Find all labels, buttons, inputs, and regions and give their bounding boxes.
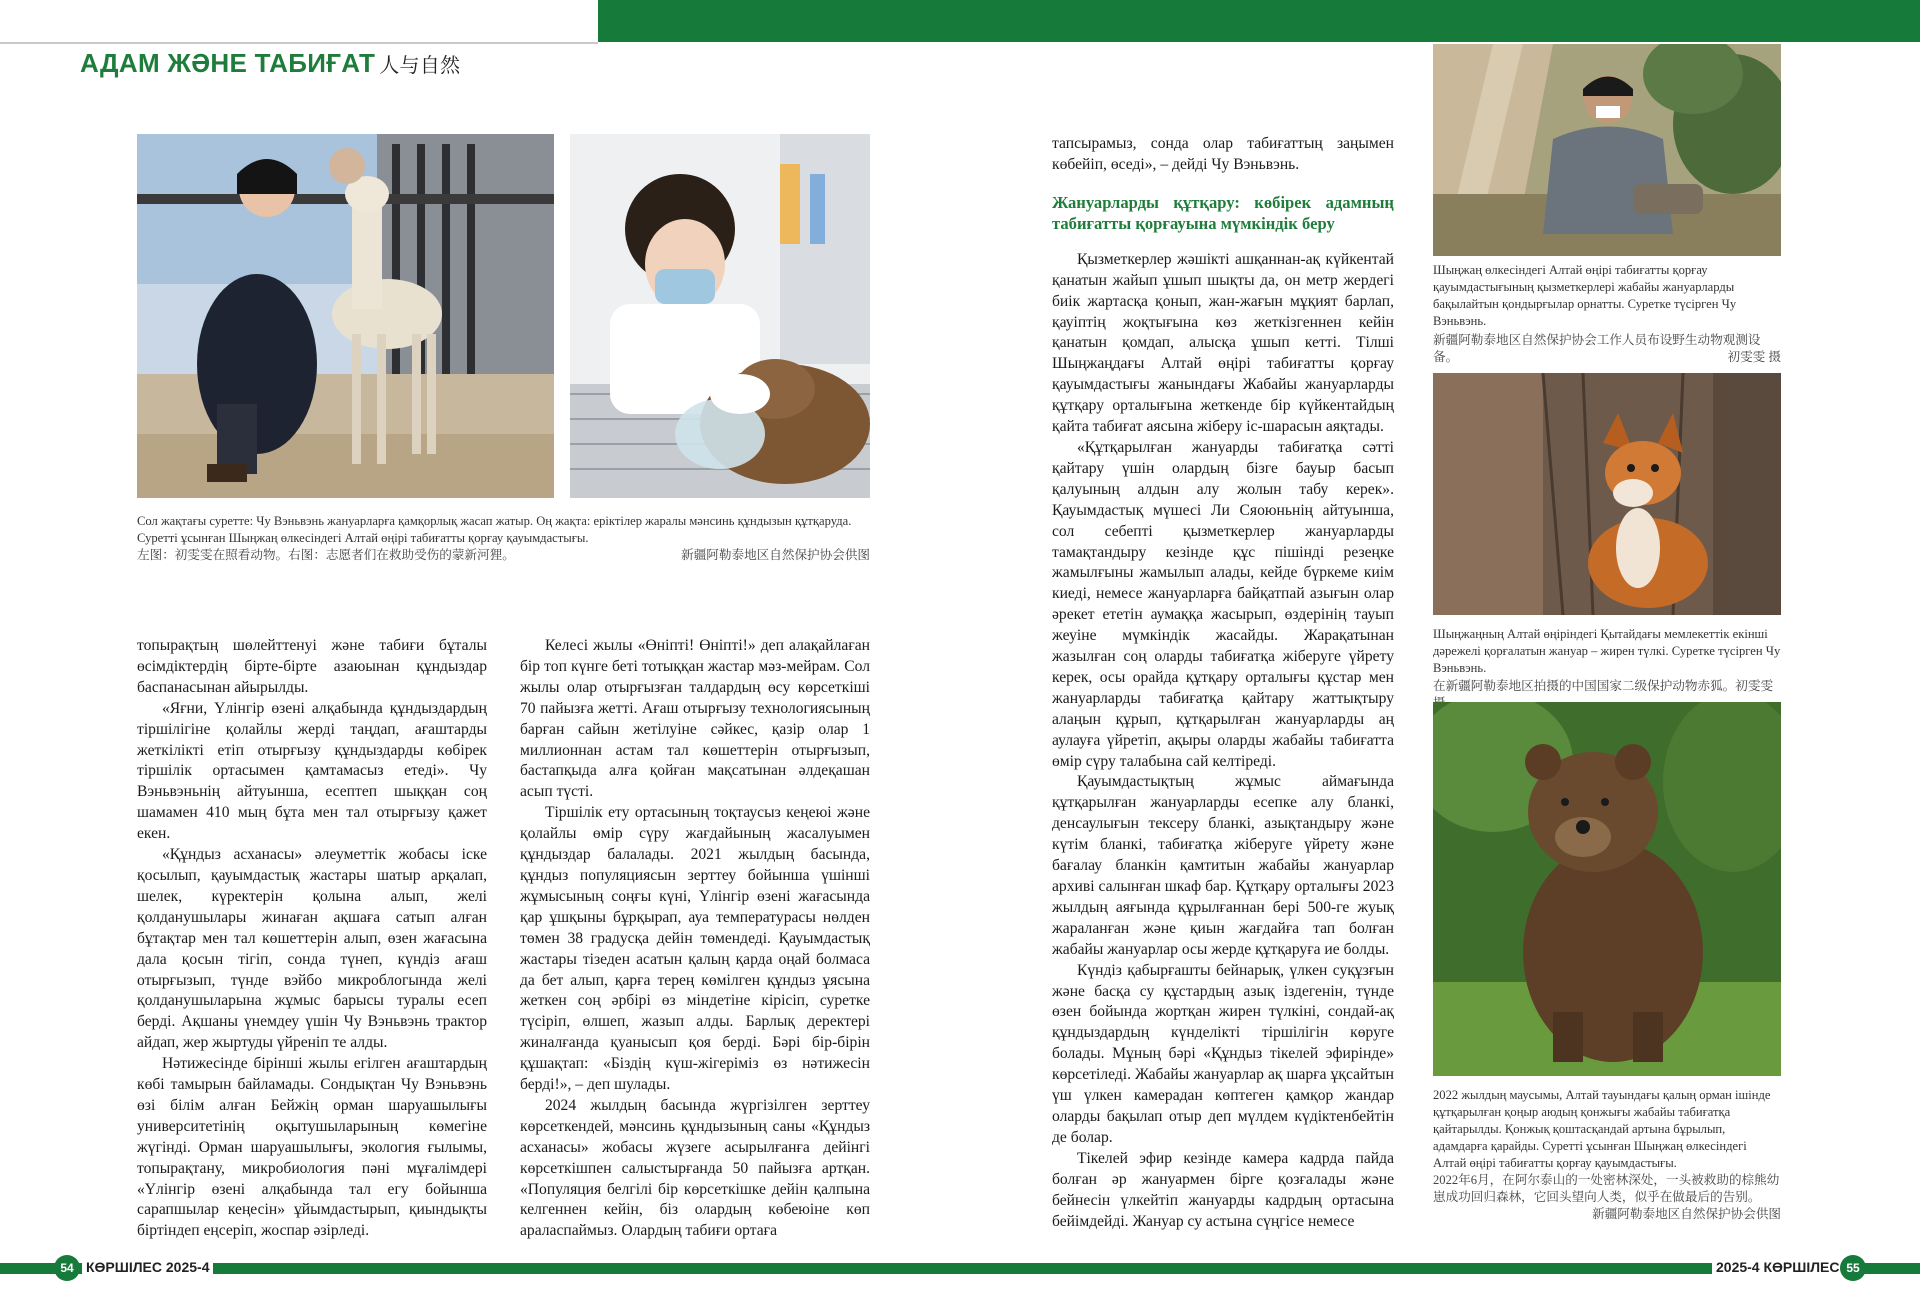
folio-right: 2025-4 КӨРШІЛЕС xyxy=(1712,1259,1843,1275)
col2-para-2: Тіршілік ету ортасының тоқтаусыз кеңеюі және қолайлы өмір сүру жағдайының жасалуымен құндыздар балалады. 2021 жылдың басында, құндыз популяциясын зерттеу бойынша үшінші жұмысының соңғы күні, Үлінгір өзені жағасында қар ұшқыны бұрқырап, ауа температурасы нөлден төмен 38 градусқа дейін төмендеді. Қауымдастық жастары тізеден асатын қалың қарда оңай болмаса да бет алып, қарға терең көмілген құндыз ұясына жеткен соң әрбірі өз міндетіне кірісіп, суретке түсіріп, өлшеп, жазып алды. Барлық деректері жиналғанда қуанысып қоя берді. Бәрі бір-бірін құшақтап: «Біздің күш-жігеріміз өз нәтижесін берді!», – деп шулады. xyxy=(520,804,870,1094)
photo-girl-treating-beaver xyxy=(570,134,870,498)
col1-para-4: Нәтижесінде бірінші жылы егілген ағаштардың көбі тамырын байламады. Сондықтан Чу Вэньвэнь өзі білім алған Бейжің орман шаруашылығы университетінің оқытушыларының көмегіне жүгінді. Орман шаруашылығы, экология ғылымы, топырақтану, микробиология пәні мұғалімдері «Үлінгір өзені алқабында тал егу бойынша сарапшылар кеңесін» ұйымдастырып, қиындықты біртіндеп еңсеріп, жоспар әзірледі. xyxy=(137,1055,487,1240)
body-column-2 xyxy=(520,636,870,1242)
body-column-1 xyxy=(137,636,487,1242)
caption-right3-kz: 2022 жылдың маусымы, Алтай тауындағы қалың орман ішінде құтқарылған қоңыр аюдың қонжығы жабайы табиғатқа қайтарылды. Қонжық қоштасқандай артына бұрылып, адамдарға қарайды. Суретті ұсынған Шыңжаң өлкесіндегі Алтай өңірі табиғатты қорғау қауымдастығы. xyxy=(1433,1088,1771,1170)
caption-left-kz: Сол жақтағы суретте: Чу Вэньвэнь жануарларға қамқорлық жасап жатыр. Оң жақта: еріктілер жаралы мәнсинь құндызын құтқаруда. Суретті ұсынған Шыңжаң өлкесіндегі Алтай өңірі табиғатты қорғау қауымдастығы. xyxy=(137,514,852,545)
col1-para-3: «Құндыз асханасы» әлеуметтік жобасы іске қосылып, қауымдастық жастары шатыр арқалап, шелек, күректерін қолына алып, желі қолданушылары жинаған ақшаға сатып алған бұтақтар мен тал көшеттерін алып, өзен жағасына дала қосын тігіп, сонда түнеп, күндіз ағаш отырғызып, түнде вэйбо микроблогында желі қолданушыларына жұмыс барысы туралы есеп берді. Ақшаны үнемдеу үшін Чу Вэньвэнь трактор айдап, жер жыртуды үйреніп те алды. xyxy=(137,846,487,1052)
caption-left-cn xyxy=(137,547,870,564)
page-number-right: 55 xyxy=(1840,1255,1866,1281)
caption-left-cn-text: 左图：初雯雯在照看动物。右图：志愿者们在救助受伤的蒙新河狸。 xyxy=(137,548,515,562)
caption-right1-kz: Шыңжаң өлкесіндегі Алтай өңірі табиғатты қорғау қауымдастығының қызметкерлері жабайы жануарларды бақылайтын қондырғылар орнатты. Суретке түсірген Чу Вэньвэнь. xyxy=(1433,263,1737,328)
caption-right1-credit: 初雯雯 摄 xyxy=(1727,350,1781,364)
body-column-3 xyxy=(1052,134,1394,1232)
col2-para-1: Келесі жылы «Өніпті! Өніпті!» деп алақайлаған бір топ күнге беті тотыққан жастар мәз-мейрам. Сол жылы олар отырғызған талдардың өсу көрсеткіші 70 пайызға жетті. Ағаш отырғызу технологиясының барған сайын жетілуіне сәйкес, қазір олар 1 миллионнан астам тал көшеттерін отырғызып, бастапқыда алға қойған мақсатынан әлдеқашан асып түсті. xyxy=(520,637,870,801)
photo-red-fox xyxy=(1433,373,1781,615)
col3-para-5: Тікелей эфир кезінде камера кадрда пайда болған әр жануармен бірге қозғалады және бейнесін үлкейтіп жануарды кадрдың ортасына бейімдейді. Жануар су астына сүңгісе немесе xyxy=(1052,1149,1394,1230)
col3-para-3: Қауымдастықтың жұмыс аймағында құтқарылған жануарларды есепке алу бланкі, денсаулығын тексеру бланкі, азықтандыру және күтім бланкі, табиғатқа жіберуге үйрету және бағалау бланкін қамтитын жабайы жануарлар архиві салынған шкаф бар. Құтқару орталығы 2023 жылдың аяғында құрылғаннан бері 500-ге жуық жараланған және қиын жағдайға тап болған жабайы жануарлар осы жерде құтқаруға ие болды. xyxy=(1052,773,1394,958)
section-title-kz: АДАМ ЖӘНЕ ТАБИҒАТ xyxy=(80,48,376,78)
header-rule xyxy=(0,42,598,44)
col3-subheading: Жануарларды құтқару: көбірек адамның табиғатты қорғауына мүмкіндік беру xyxy=(1052,192,1394,233)
page-number-left: 54 xyxy=(54,1255,80,1281)
col3-para-4: Күндіз қабырғашты бейнарық, үлкен суқұзғын және басқа су құстардың азық іздегенін, түнде өзен бойында жортқан жирен түлкіні, сондай-ақ құндыздардың күнделікті тіршілігін көруге болады. Мұның бәрі «Құндыз тікелей эфирінде» көрсетіледі. Жабайы жануарлар ақ шарға ұқсайтын үш үлкен камерадан көптеген қамқор жандар оларды бақылап отыр деп мүлдем күдіктенбейтін де болар. xyxy=(1052,961,1394,1146)
caption-right2-cn: 在新疆阿勒泰地区拍摄的中国国家二级保护动物赤狐。初雯雯 xyxy=(1433,679,1774,693)
header-green-bar xyxy=(598,0,1920,42)
caption-left-credit: 新疆阿勒泰地区自然保护协会供图 xyxy=(681,548,870,562)
folio-left: КӨРШІЛЕС 2025-4 xyxy=(82,1259,213,1275)
caption-right2-kz: Шыңжаңның Алтай өңіріндегі Қытайдағы мемлекеттік екінші дәрежелі қорғалатын жануар – жирен түлкі. Суретке түсірген Чу Вэньвэнь. xyxy=(1433,627,1781,675)
caption-right3-cn: 2022年6月，在阿尔泰山的一处密林深处，一头被救助的棕熊幼崽成功回归森林，它回头望向人类，似乎在做最后的告别。 xyxy=(1433,1173,1780,1204)
col3-para-1: Қызметкерлер жәшікті ашқаннан-ақ күйкентай қанатын жайып ұшып шықты да, он метр жердегі биік жартасқа қонып, жан-жағын мұқият барлап, қауіптің жоқтығына көз жеткізгеннен кейін қанатын қомдап, алысқа ұшып кетті. Тілші Шыңжаңдағы Алтай өңірі табиғатты қорғау қауымдастығы жанындағы Жабайы жануарларды құтқару орталығына жеткенде бір күйкентайдың қайта табиғат аясына жіберу іс-шарасын аяқтады. xyxy=(1052,250,1394,436)
col3-lead: тапсырамыз, сонда олар табиғаттың заңымен көбейіп, өседі», – дейді Чу Вэньвэнь. xyxy=(1052,135,1394,173)
col1-para-2: «Яғни, Үлінгір өзені алқабында құндыздардың тіршілігіне қолайлы жерді таңдап, ағаштарды жеткілікті етіп отырғызу құндыздарды көбірек тіршілік ортасымен қамтамасыз етеді». Чу Вэньвэньнің айтуынша, есептеп шыққан соң шамамен 410 мың бұта мен тал отырғызу қажет екен. xyxy=(137,699,487,843)
col2-para-3: 2024 жылдың басында жүргізілген зерттеу көрсеткендей, мәнсинь құндызының саны «Құндыз асханасы» жобасы жүзеге асырылғанға дейінгі көрсеткішпен салыстырғанда 50 пайызға артқан. «Популяция белгілі бір көрсеткішке дейін қалпына келгеннен кейін, біз олардың көбеюіне көп араласпаймыз. Олардың табиғи ортаға xyxy=(520,1096,870,1240)
photo-woman-with-deer xyxy=(137,134,554,498)
caption-right1-cn: 新疆阿勒泰地区自然保护协会工作人员布设野生动物观测设备。 xyxy=(1433,333,1761,364)
section-title-cn: 人与自然 xyxy=(379,55,461,77)
col3-para-2: «Құтқарылған жануарды табиғатқа сәтті қайтару үшін олардың бізге бауыр басып қалуының алдын алу жолын табу керек». Қауымдастық мүшесі Ли Сяоюньнің айтуынша, сол себепті қызметкерлер жануарларды тамақтандыру кезінде құс пішінді резеңке жамылғыны жамылып алады, кейде бүркеме киім киеді, немесе жануарларға байқатпай азығын олар әрекет ететін аумаққа жасырып, өздерінің тауып жеуіне мүмкіндік жасайды. Жарақатынан жазылған соң оларды табиғатқа жіберуге үйрету керек, осы орайда құтқару орталығы құстар мен жануарларды табиғатқа қайтару жаттықтыру алаңын құрып, құтқарылған жануарларды аң аулауға үйретіп, ақыры оларды жабайы табиғатта өмір сүру талабына сай келтіреді. xyxy=(1052,438,1394,770)
photo-brown-bear xyxy=(1433,702,1781,1076)
photo-man-installing-camera xyxy=(1433,44,1781,256)
col1-para-1: топырақтың шөлейттенуі және табиғи бұталы өсімдіктердің бірте-бірте азаюынан құндыздар баспанасынан айырылды. xyxy=(137,637,487,696)
caption-right3-credit: 新疆阿勒泰地区自然保护协会供图 xyxy=(1592,1207,1781,1221)
section-title xyxy=(80,48,460,79)
